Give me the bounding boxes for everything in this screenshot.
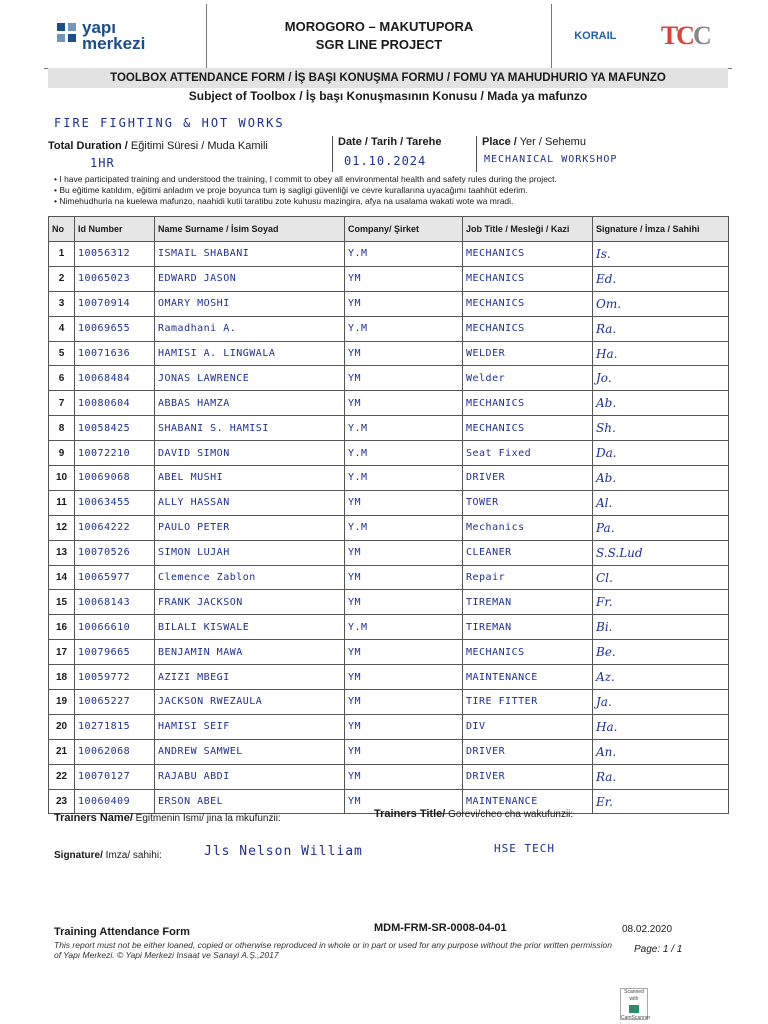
table-row <box>49 565 729 590</box>
cell-signature: Al. <box>593 490 729 515</box>
cell-signature: Da. <box>593 441 729 466</box>
cell-row-number: 14 <box>49 565 75 590</box>
cell-company: Y.M <box>345 466 463 491</box>
partner-logos <box>552 4 732 68</box>
col-header-no: No <box>49 217 75 242</box>
footer-page-number: Page: 1 / 1 <box>634 944 683 955</box>
cell-id-number: 10065977 <box>75 565 155 590</box>
cell-name-surname: RAJABU ABDI <box>155 764 345 789</box>
cell-signature: Ra. <box>593 764 729 789</box>
table-row <box>49 714 729 739</box>
cell-row-number: 19 <box>49 690 75 715</box>
cell-id-number: 10060409 <box>75 789 155 814</box>
cell-id-number: 10068143 <box>75 590 155 615</box>
cell-name-surname: HAMISI SEIF <box>155 714 345 739</box>
table-row <box>49 416 729 441</box>
cell-id-number: 10063455 <box>75 490 155 515</box>
table-row <box>49 316 729 341</box>
date-value: 01.10.2024 <box>344 154 427 168</box>
cell-name-surname: BENJAMIN MAWA <box>155 640 345 665</box>
trainers-row <box>54 808 724 824</box>
cell-row-number: 1 <box>49 242 75 267</box>
cell-row-number: 16 <box>49 615 75 640</box>
cell-job-title: TIREMAN <box>463 590 593 615</box>
cell-name-surname: ISMAIL SHABANI <box>155 242 345 267</box>
table-header-row <box>49 217 729 242</box>
cell-name-surname: AZIZI MBEGI <box>155 665 345 690</box>
cell-id-number: 10065227 <box>75 690 155 715</box>
bullet-text: Bu eğitime katıldım, eğitimi anladım ve proje boyunca tum iş sagligi güvenliği ve cevre kurallarına uyacağımı taahhüt ederim. <box>59 185 528 195</box>
cell-signature: Is. <box>593 242 729 267</box>
cell-signature: S.S.Lud <box>593 540 729 565</box>
footer-date: 08.02.2020 <box>622 924 673 935</box>
cell-job-title: DRIVER <box>463 739 593 764</box>
cell-signature: Sh. <box>593 416 729 441</box>
cell-row-number: 20 <box>49 714 75 739</box>
cell-job-title: TIREMAN <box>463 615 593 640</box>
cell-job-title: MECHANICS <box>463 416 593 441</box>
table-row <box>49 242 729 267</box>
cell-row-number: 11 <box>49 490 75 515</box>
cell-company: YM <box>345 590 463 615</box>
col-header-id: Id Number <box>75 217 155 242</box>
cell-job-title: Seat Fixed <box>463 441 593 466</box>
table-row <box>49 341 729 366</box>
tc-logo-main: TC <box>660 21 693 50</box>
cell-row-number: 9 <box>49 441 75 466</box>
table-row <box>49 441 729 466</box>
cell-signature: Ra. <box>593 316 729 341</box>
cell-company: Y.M <box>345 615 463 640</box>
cell-job-title: DRIVER <box>463 466 593 491</box>
cell-id-number: 10064222 <box>75 515 155 540</box>
trainers-title-label <box>374 808 573 820</box>
table-row <box>49 764 729 789</box>
cell-signature: Ab. <box>593 391 729 416</box>
table-row <box>49 391 729 416</box>
cell-signature: Fr. <box>593 590 729 615</box>
logo-line1: yapı <box>82 18 117 37</box>
cell-name-surname: EDWARD JASON <box>155 266 345 291</box>
cell-row-number: 17 <box>49 640 75 665</box>
cell-signature: Pa. <box>593 515 729 540</box>
training-meta <box>48 136 728 172</box>
cell-row-number: 23 <box>49 789 75 814</box>
duration-label-rest: Eğitimi Süresi / Muda Kamili <box>127 140 268 152</box>
cell-id-number: 10068484 <box>75 366 155 391</box>
cell-id-number: 10069068 <box>75 466 155 491</box>
cell-signature: Ja. <box>593 690 729 715</box>
subject-value: FIRE FIGHTING & HOT WORKS <box>54 116 285 130</box>
table-row <box>49 640 729 665</box>
camscanner-line2: CamScanner <box>621 1015 651 1021</box>
cell-signature: Jo. <box>593 366 729 391</box>
cell-signature: Ab. <box>593 466 729 491</box>
cell-row-number: 10 <box>49 466 75 491</box>
cell-row-number: 15 <box>49 590 75 615</box>
cell-company: YM <box>345 565 463 590</box>
cell-job-title: Mechanics <box>463 515 593 540</box>
cell-signature: An. <box>593 739 729 764</box>
cell-id-number: 10059772 <box>75 665 155 690</box>
cell-job-title: MECHANICS <box>463 266 593 291</box>
table-row <box>49 615 729 640</box>
date-label-text: Date / Tarih / Tarehe <box>338 136 442 148</box>
table-row <box>49 266 729 291</box>
cell-id-number: 10072210 <box>75 441 155 466</box>
cell-name-surname: Ramadhani A. <box>155 316 345 341</box>
cell-id-number: 10079665 <box>75 640 155 665</box>
cell-row-number: 18 <box>49 665 75 690</box>
yapi-merkezi-logo-icon <box>56 21 78 51</box>
cell-job-title: WELDER <box>463 341 593 366</box>
signature-label-rest: Imza/ sahihi: <box>102 850 162 861</box>
bullet-item: • Nimehudhuria na kuelewa mafunzo, naahidi kutii taratibu zote kuhusu mazingira, afya na usalama wakati wote wa mradi. <box>54 196 514 206</box>
cell-company: YM <box>345 341 463 366</box>
cell-name-surname: SIMON LUJAH <box>155 540 345 565</box>
cell-name-surname: ANDREW SAMWEL <box>155 739 345 764</box>
cell-row-number: 8 <box>49 416 75 441</box>
col-header-name: Name Surname / İsim Soyad <box>155 217 345 242</box>
bullet-item: • Bu eğitime katıldım, eğitimi anladım ve proje boyunca tum iş sagligi güvenliği ve cevre kurallarına uyacağımı taahhüt ederim. <box>54 185 528 195</box>
cell-job-title: Repair <box>463 565 593 590</box>
place-label-bold: Place / <box>482 136 517 148</box>
cell-row-number: 13 <box>49 540 75 565</box>
cell-job-title: TIRE FITTER <box>463 690 593 715</box>
cell-signature: Om. <box>593 291 729 316</box>
duration-label <box>48 140 268 152</box>
cell-job-title: MECHANICS <box>463 316 593 341</box>
cell-signature: Ed. <box>593 266 729 291</box>
cell-id-number: 10070526 <box>75 540 155 565</box>
place-label-rest: Yer / Sehemu <box>516 136 586 148</box>
attendance-table <box>48 216 729 814</box>
yapi-merkezi-logo <box>44 4 206 68</box>
cell-id-number: 10058425 <box>75 416 155 441</box>
cell-signature: Bi. <box>593 615 729 640</box>
cell-row-number: 7 <box>49 391 75 416</box>
date-label <box>338 136 442 148</box>
project-title <box>206 4 552 68</box>
trainers-name-label-rest: Egitmenin Ismi/ jina la mkufunzii: <box>132 813 281 824</box>
table-row <box>49 366 729 391</box>
cell-name-surname: HAMISI A. LINGWALA <box>155 341 345 366</box>
trainers-title-label-rest: Gorevi/cheo cha wakufunzii: <box>445 809 574 820</box>
cell-signature: Be. <box>593 640 729 665</box>
form-header <box>44 4 732 69</box>
camscanner-badge <box>620 988 651 1021</box>
camscanner-line1: Scanned with <box>624 989 644 1002</box>
cell-company: Y.M <box>345 441 463 466</box>
cell-company: YM <box>345 391 463 416</box>
project-title-line1: MOROGORO – MAKUTUPORA <box>284 19 474 34</box>
cell-name-surname: ABBAS HAMZA <box>155 391 345 416</box>
attendance-form <box>44 4 732 1020</box>
cell-name-surname: JACKSON RWEZAULA <box>155 690 345 715</box>
cell-job-title: MECHANICS <box>463 391 593 416</box>
cell-job-title: Welder <box>463 366 593 391</box>
table-row <box>49 690 729 715</box>
table-row <box>49 466 729 491</box>
cell-company: Y.M <box>345 515 463 540</box>
trainers-name-label-bold: Trainers Name/ <box>54 812 133 824</box>
footer-title: Training Attendance Form <box>54 926 190 938</box>
trainers-name-label <box>54 813 281 824</box>
cell-company: YM <box>345 490 463 515</box>
trainer-signature-row <box>54 842 724 861</box>
bullet-item: • I have participated training and understood the training, I commit to obey all environmental health and safety rules during the project. <box>54 174 557 184</box>
bullet-text: I have participated training and understood the training, I commit to obey all environmental health and safety rules during the project. <box>59 174 557 184</box>
cell-id-number: 10080604 <box>75 391 155 416</box>
cell-row-number: 6 <box>49 366 75 391</box>
cell-job-title: DIV <box>463 714 593 739</box>
cell-company: Y.M <box>345 242 463 267</box>
cell-signature: Cl. <box>593 565 729 590</box>
place-label <box>482 136 586 148</box>
cell-row-number: 5 <box>49 341 75 366</box>
signature-label <box>54 850 162 861</box>
cell-row-number: 22 <box>49 764 75 789</box>
col-header-company: Company/ Şirket <box>345 217 463 242</box>
place-value: MECHANICAL WORKSHOP <box>484 154 618 165</box>
footer-form-code: MDM-FRM-SR-0008-04-01 <box>374 922 507 934</box>
table-row <box>49 490 729 515</box>
cell-name-surname: OMARY MOSHI <box>155 291 345 316</box>
cell-company: YM <box>345 690 463 715</box>
cell-job-title: DRIVER <box>463 764 593 789</box>
cell-job-title: MECHANICS <box>463 291 593 316</box>
cell-name-surname: DAVID SIMON <box>155 441 345 466</box>
cell-company: YM <box>345 291 463 316</box>
cell-name-surname: JONAS LAWRENCE <box>155 366 345 391</box>
cell-name-surname: FRANK JACKSON <box>155 590 345 615</box>
cell-id-number: 10062068 <box>75 739 155 764</box>
table-row <box>49 739 729 764</box>
cell-id-number: 10271815 <box>75 714 155 739</box>
cell-name-surname: ERSON ABEL <box>155 789 345 814</box>
cell-id-number: 10071636 <box>75 341 155 366</box>
cell-name-surname: BILALI KISWALE <box>155 615 345 640</box>
cell-job-title: TOWER <box>463 490 593 515</box>
table-row <box>49 590 729 615</box>
cell-signature: Az. <box>593 665 729 690</box>
project-title-line2: SGR LINE PROJECT <box>315 37 443 52</box>
table-row <box>49 515 729 540</box>
cell-row-number: 3 <box>49 291 75 316</box>
cell-company: YM <box>345 789 463 814</box>
cell-job-title: MAINTENANCE <box>463 665 593 690</box>
cell-company: YM <box>345 366 463 391</box>
trainer-title-value: HSE TECH <box>494 842 555 855</box>
cell-row-number: 12 <box>49 515 75 540</box>
cell-job-title: MAINTENANCE <box>463 789 593 814</box>
cell-company: Y.M <box>345 416 463 441</box>
trainer-signature-value: Jls Nelson William <box>204 844 363 859</box>
cell-job-title: CLEANER <box>463 540 593 565</box>
cell-id-number: 10066610 <box>75 615 155 640</box>
cell-name-surname: PAULO PETER <box>155 515 345 540</box>
footer-copyright-note: This report must not be either loaned, copied or otherwise reproduced in whole or in part or used for any purpose without the prior written permission of Yapı Merkezi. © Yapi Merkezi Insaat ve Sanayi A.Ş.,2017 <box>54 940 612 960</box>
cell-company: YM <box>345 640 463 665</box>
cell-company: YM <box>345 540 463 565</box>
trainers-title-label-bold: Trainers Title/ <box>374 808 446 820</box>
cell-id-number: 10070127 <box>75 764 155 789</box>
col-header-signature: Signature / İmza / Sahihi <box>593 217 729 242</box>
cell-company: YM <box>345 739 463 764</box>
cell-company: YM <box>345 266 463 291</box>
table-row <box>49 540 729 565</box>
cell-id-number: 10070914 <box>75 291 155 316</box>
tc-logo-suffix: C <box>692 21 710 50</box>
cell-name-surname: Clemence Zablon <box>155 565 345 590</box>
cell-name-surname: ABEL MUSHI <box>155 466 345 491</box>
cell-signature: Er. <box>593 789 729 814</box>
cell-row-number: 4 <box>49 316 75 341</box>
logo-line2: merkezi <box>82 34 146 53</box>
table-row <box>49 665 729 690</box>
table-row <box>49 291 729 316</box>
duration-value: 1HR <box>90 156 115 170</box>
cell-company: YM <box>345 714 463 739</box>
cell-row-number: 21 <box>49 739 75 764</box>
cell-job-title: MECHANICS <box>463 640 593 665</box>
cell-id-number: 10069655 <box>75 316 155 341</box>
attendance-table-body <box>49 242 729 814</box>
duration-label-bold: Total Duration / <box>48 140 128 152</box>
subject-label: Subject of Toolbox / İş başı Konuşmasının Konusu / Mada ya mafunzo <box>188 89 588 103</box>
cell-id-number: 10065023 <box>75 266 155 291</box>
cell-name-surname: SHABANI S. HAMISI <box>155 416 345 441</box>
cell-company: YM <box>345 665 463 690</box>
signature-label-bold: Signature/ <box>54 850 103 861</box>
cell-company: YM <box>345 764 463 789</box>
bullet-text: Nimehudhuria na kuelewa mafunzo, naahidi kutii taratibu zote kuhusu mazingira, afya na usalama wakati wote wa mradi. <box>59 196 514 206</box>
cell-row-number: 2 <box>49 266 75 291</box>
commitment-bullets <box>54 174 557 207</box>
cell-id-number: 10056312 <box>75 242 155 267</box>
form-title: TOOLBOX ATTENDANCE FORM / İŞ BAŞI KONUŞMA FORMU / FOMU YA MAHUDHURIO YA MAFUNZO <box>48 68 728 88</box>
tc-logo <box>661 21 710 51</box>
cell-signature: Ha. <box>593 714 729 739</box>
korail-logo: KORAIL <box>574 30 617 42</box>
cell-signature: Ha. <box>593 341 729 366</box>
col-header-job: Job Title / Mesleği / Kazi <box>463 217 593 242</box>
cell-name-surname: ALLY HASSAN <box>155 490 345 515</box>
camscanner-icon <box>629 1005 639 1013</box>
cell-job-title: MECHANICS <box>463 242 593 267</box>
cell-company: Y.M <box>345 316 463 341</box>
